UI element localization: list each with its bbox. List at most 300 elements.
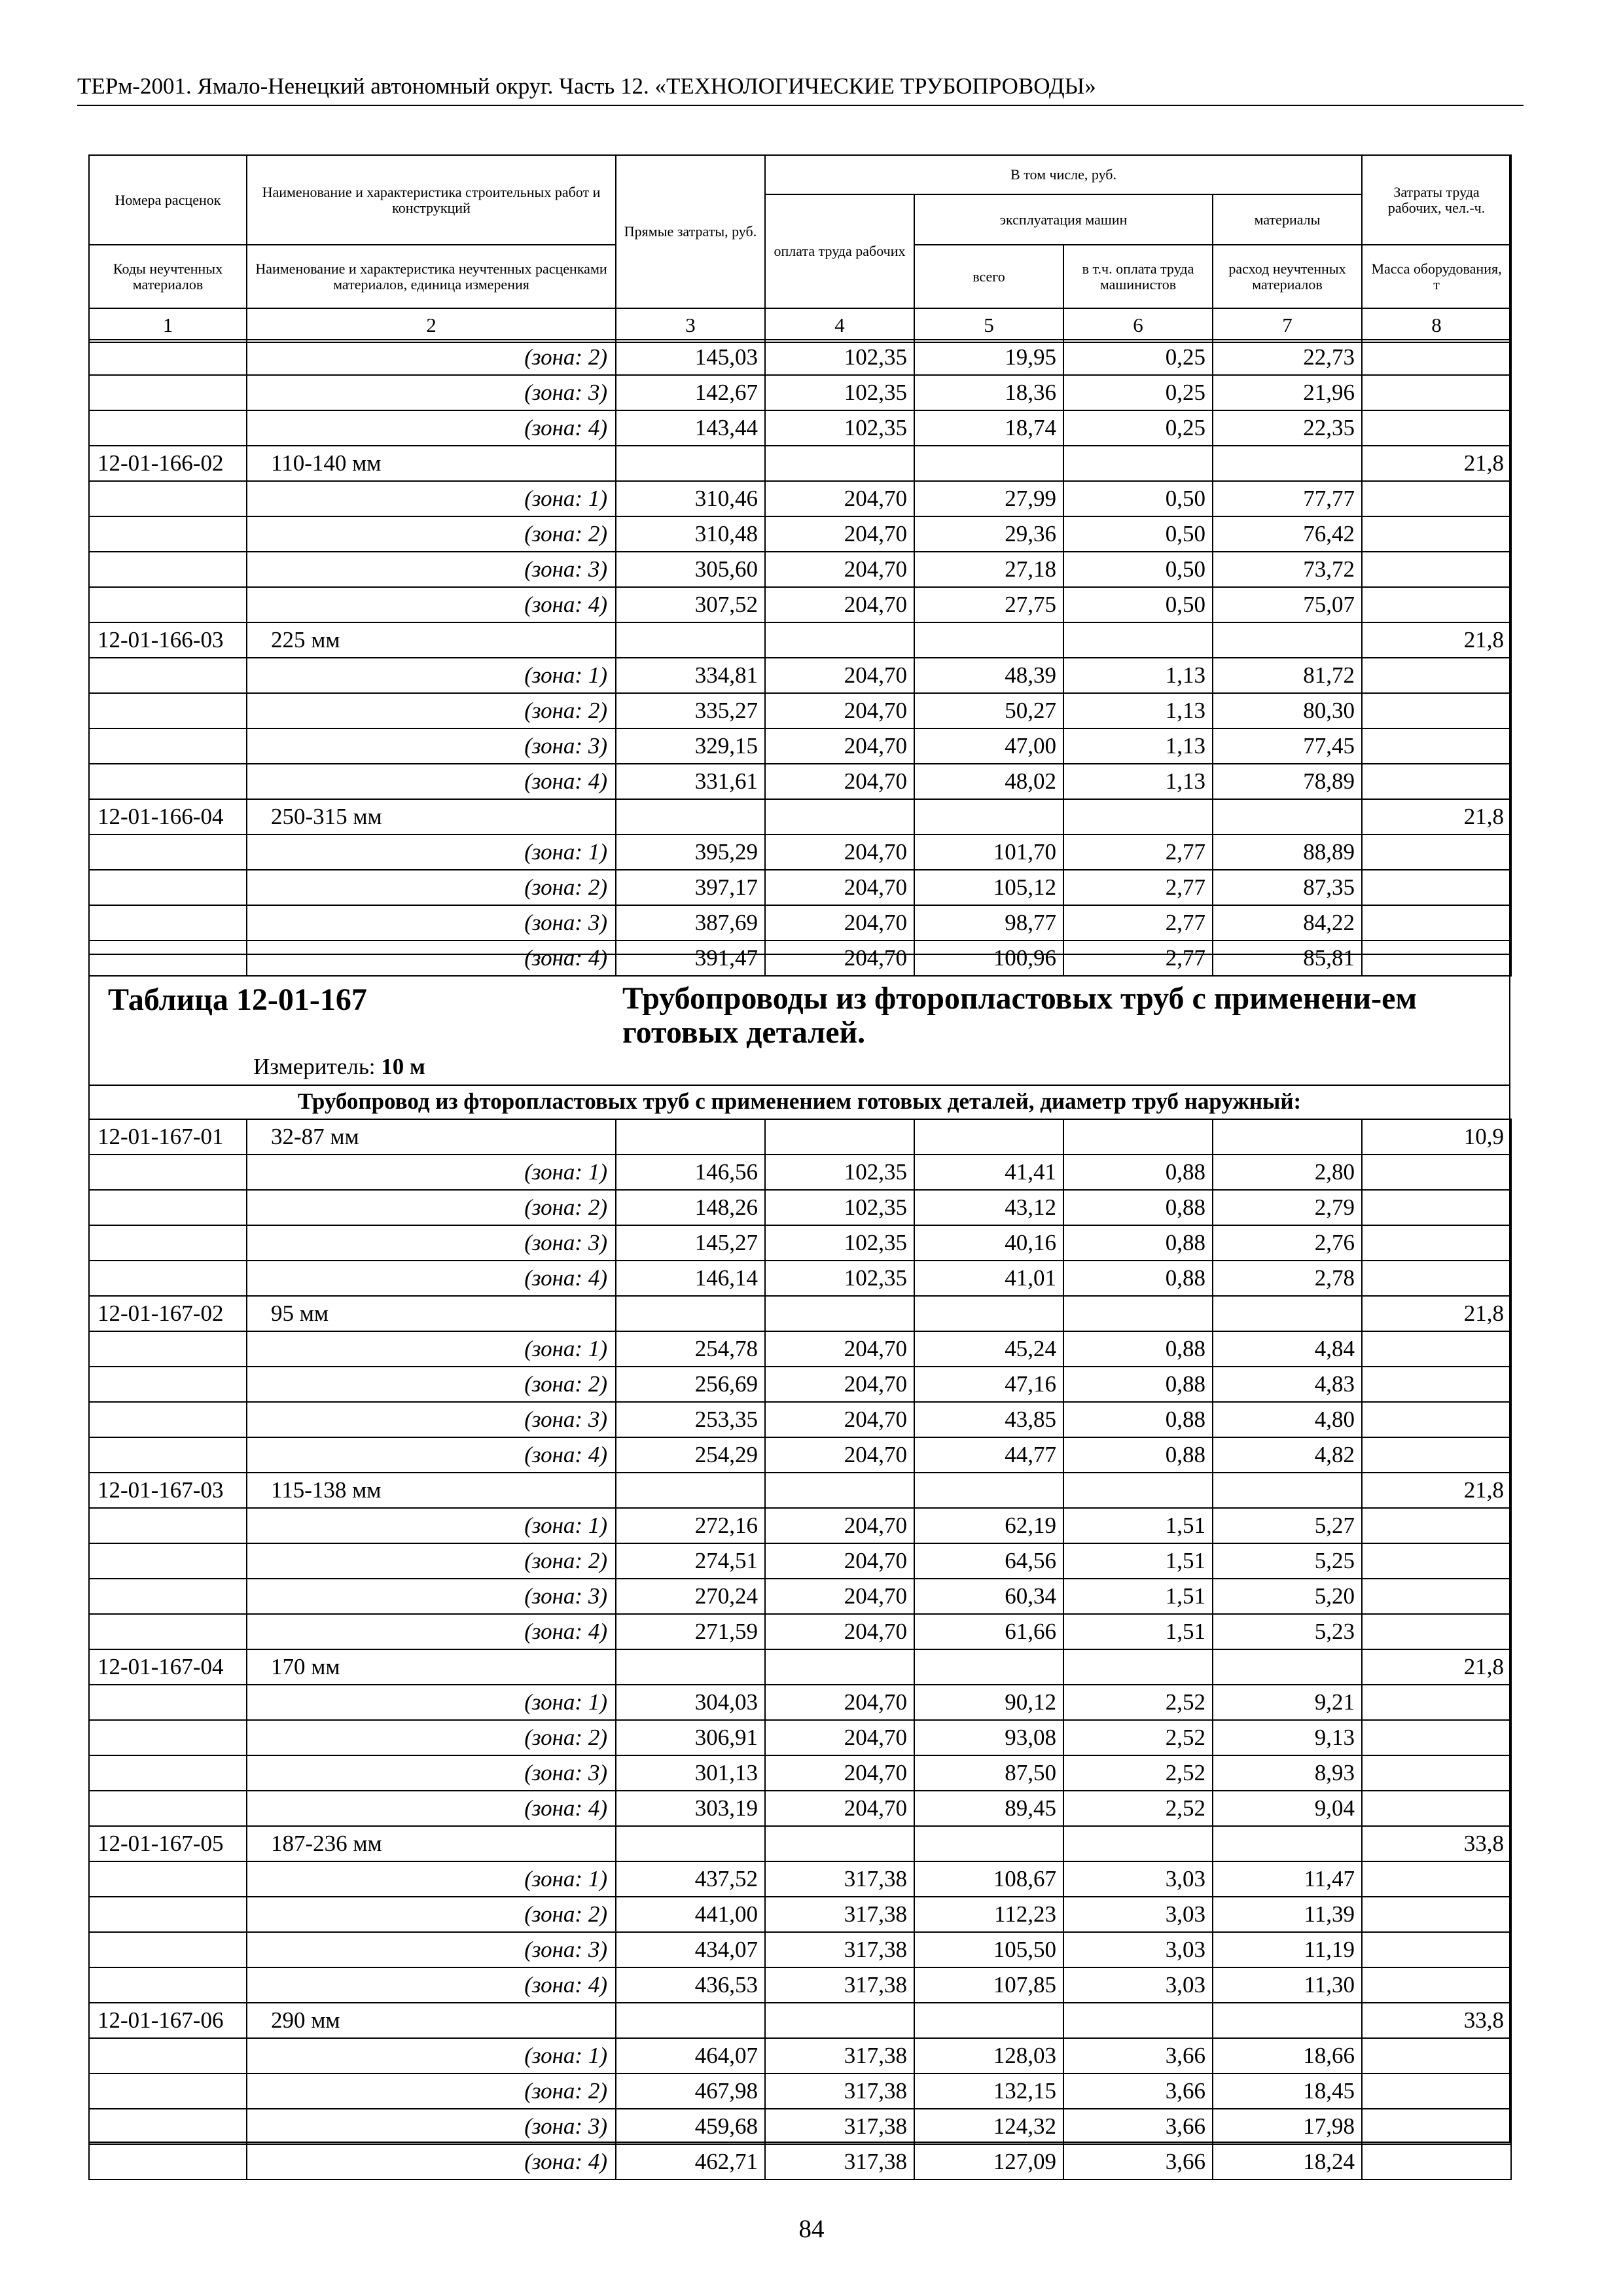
empty-cell <box>1362 1897 1511 1932</box>
empty-cell <box>89 764 247 799</box>
empty-cell <box>1362 905 1511 941</box>
machines-total: 19,95 <box>914 340 1063 375</box>
machines-total: 29,36 <box>914 516 1063 552</box>
machines-total: 112,23 <box>914 1897 1063 1932</box>
rate-code: 12-01-167-03 <box>89 1473 247 1508</box>
machines-wages: 2,77 <box>1063 870 1213 905</box>
machines-wages: 0,88 <box>1063 1367 1213 1402</box>
direct-costs: 148,26 <box>616 1190 765 1225</box>
empty-cell <box>1362 1437 1511 1473</box>
zone-row <box>89 1261 1511 1296</box>
zone-row <box>89 1755 1511 1791</box>
zone-row <box>89 1155 1511 1190</box>
wages: 204,70 <box>765 870 914 905</box>
zone-row <box>89 728 1511 764</box>
zone-row <box>89 1225 1511 1261</box>
machines-total: 48,02 <box>914 764 1063 799</box>
zone-label: (зона: 4) <box>247 764 616 799</box>
machines-wages: 1,13 <box>1063 693 1213 728</box>
machines-wages: 3,03 <box>1063 1897 1213 1932</box>
zone-label: (зона: 3) <box>247 1579 616 1614</box>
wages: 102,35 <box>765 1155 914 1190</box>
wages: 204,70 <box>765 1579 914 1614</box>
rate-name: 250-315 мм <box>247 799 616 834</box>
empty-cell <box>765 1296 914 1331</box>
zone-label: (зона: 4) <box>247 941 616 976</box>
direct-costs: 387,69 <box>616 905 765 941</box>
machines-wages: 1,51 <box>1063 1614 1213 1649</box>
direct-costs: 145,03 <box>616 340 765 375</box>
empty-cell <box>89 693 247 728</box>
empty-cell <box>89 552 247 587</box>
zone-label: (зона: 2) <box>247 2073 616 2109</box>
empty-cell <box>914 1296 1063 1331</box>
materials: 4,82 <box>1213 1437 1362 1473</box>
wages: 204,70 <box>765 728 914 764</box>
empty-cell <box>1362 552 1511 587</box>
wages: 204,70 <box>765 658 914 693</box>
zone-label: (зона: 2) <box>247 1367 616 1402</box>
rate-code: 12-01-167-02 <box>89 1296 247 1331</box>
empty-cell <box>1362 2038 1511 2073</box>
machines-wages: 2,77 <box>1063 834 1213 870</box>
empty-cell <box>89 375 247 410</box>
labor-cost: 21,8 <box>1362 1649 1511 1685</box>
wages: 204,70 <box>765 834 914 870</box>
wages: 204,70 <box>765 1508 914 1543</box>
empty-cell <box>765 1119 914 1155</box>
direct-costs: 395,29 <box>616 834 765 870</box>
empty-cell <box>765 622 914 658</box>
column-number: 1 <box>89 308 247 342</box>
machines-total: 87,50 <box>914 1755 1063 1791</box>
empty-cell <box>1362 764 1511 799</box>
zone-row <box>89 481 1511 516</box>
empty-cell <box>1362 587 1511 622</box>
materials: 88,89 <box>1213 834 1362 870</box>
header-name-bottom: Наименование и характеристика неучтенных расценками материалов, единица измерения <box>247 245 616 308</box>
machines-total: 44,77 <box>914 1437 1063 1473</box>
empty-cell <box>1213 1826 1362 1861</box>
materials: 73,72 <box>1213 552 1362 587</box>
machines-wages: 2,52 <box>1063 1685 1213 1720</box>
empty-cell <box>89 1932 247 1967</box>
rate-name: 115-138 мм <box>247 1473 616 1508</box>
empty-cell <box>1362 1225 1511 1261</box>
header-direct-costs: Прямые затраты, руб. <box>616 155 765 308</box>
empty-cell <box>1063 1119 1213 1155</box>
materials: 80,30 <box>1213 693 1362 728</box>
rate-title-row <box>89 1119 1511 1155</box>
empty-cell <box>1362 1791 1511 1826</box>
empty-cell <box>914 1119 1063 1155</box>
zone-label: (зона: 2) <box>247 870 616 905</box>
materials: 77,77 <box>1213 481 1362 516</box>
column-number: 8 <box>1362 308 1511 342</box>
machines-total: 105,12 <box>914 870 1063 905</box>
machines-wages: 0,88 <box>1063 1225 1213 1261</box>
machines-wages: 0,25 <box>1063 410 1213 446</box>
empty-cell <box>89 905 247 941</box>
zone-row <box>89 1190 1511 1225</box>
machines-total: 43,12 <box>914 1190 1063 1225</box>
machines-wages: 1,13 <box>1063 764 1213 799</box>
labor-cost: 21,8 <box>1362 622 1511 658</box>
materials: 9,04 <box>1213 1791 1362 1826</box>
materials: 77,45 <box>1213 728 1362 764</box>
machines-wages: 0,25 <box>1063 340 1213 375</box>
zone-label: (зона: 2) <box>247 693 616 728</box>
empty-cell <box>89 1861 247 1897</box>
rate-name: 187-236 мм <box>247 1826 616 1861</box>
machines-total: 89,45 <box>914 1791 1063 1826</box>
column-number: 5 <box>914 308 1063 342</box>
empty-cell <box>1362 658 1511 693</box>
column-number: 2 <box>247 308 616 342</box>
empty-cell <box>1063 622 1213 658</box>
empty-cell <box>89 1437 247 1473</box>
empty-cell <box>616 2003 765 2038</box>
machines-total: 132,15 <box>914 2073 1063 2109</box>
empty-cell <box>1362 1508 1511 1543</box>
wages: 204,70 <box>765 1720 914 1755</box>
empty-cell <box>89 1402 247 1437</box>
wages: 102,35 <box>765 1261 914 1296</box>
rate-code: 12-01-166-02 <box>89 446 247 481</box>
zone-label: (зона: 3) <box>247 2109 616 2144</box>
empty-cell <box>765 446 914 481</box>
empty-cell <box>765 1649 914 1685</box>
machines-total: 50,27 <box>914 693 1063 728</box>
zone-label: (зона: 4) <box>247 1614 616 1649</box>
materials: 4,80 <box>1213 1402 1362 1437</box>
materials: 21,96 <box>1213 375 1362 410</box>
zone-label: (зона: 1) <box>247 834 616 870</box>
machines-total: 43,85 <box>914 1402 1063 1437</box>
unit-value: 10 м <box>381 1054 425 1079</box>
empty-cell <box>1362 2144 1511 2179</box>
empty-cell <box>89 870 247 905</box>
machines-total: 27,75 <box>914 587 1063 622</box>
empty-cell <box>89 658 247 693</box>
labor-cost: 21,8 <box>1362 799 1511 834</box>
empty-cell <box>1213 1119 1362 1155</box>
machines-total: 64,56 <box>914 1543 1063 1579</box>
wages: 102,35 <box>765 1225 914 1261</box>
zone-label: (зона: 2) <box>247 1543 616 1579</box>
machines-total: 127,09 <box>914 2144 1063 2179</box>
empty-cell <box>616 446 765 481</box>
direct-costs: 303,19 <box>616 1791 765 1826</box>
zone-label: (зона: 1) <box>247 481 616 516</box>
materials: 5,20 <box>1213 1579 1362 1614</box>
machines-wages: 0,50 <box>1063 516 1213 552</box>
empty-cell <box>1362 1402 1511 1437</box>
empty-cell <box>89 1791 247 1826</box>
materials: 4,83 <box>1213 1367 1362 1402</box>
zone-label: (зона: 1) <box>247 1508 616 1543</box>
direct-costs: 464,07 <box>616 2038 765 2073</box>
materials: 75,07 <box>1213 587 1362 622</box>
zone-row <box>89 834 1511 870</box>
zone-label: (зона: 3) <box>247 1932 616 1967</box>
empty-cell <box>89 2109 247 2144</box>
labor-cost: 33,8 <box>1362 1826 1511 1861</box>
column-number: 6 <box>1063 308 1213 342</box>
empty-cell <box>89 2038 247 2073</box>
wages: 204,70 <box>765 1791 914 1826</box>
zone-label: (зона: 1) <box>247 658 616 693</box>
machines-wages: 0,50 <box>1063 587 1213 622</box>
machines-total: 98,77 <box>914 905 1063 941</box>
direct-costs: 253,35 <box>616 1402 765 1437</box>
materials: 5,23 <box>1213 1614 1362 1649</box>
empty-cell <box>89 1543 247 1579</box>
empty-cell <box>1063 446 1213 481</box>
wages: 204,70 <box>765 693 914 728</box>
wages: 102,35 <box>765 1190 914 1225</box>
zone-row <box>89 340 1511 375</box>
rate-name: 32-87 мм <box>247 1119 616 1155</box>
empty-cell <box>1362 410 1511 446</box>
machines-wages: 3,66 <box>1063 2038 1213 2073</box>
zone-row <box>89 587 1511 622</box>
wages: 102,35 <box>765 340 914 375</box>
materials: 11,47 <box>1213 1861 1362 1897</box>
machines-total: 62,19 <box>914 1508 1063 1543</box>
wages: 317,38 <box>765 2144 914 2179</box>
direct-costs: 459,68 <box>616 2109 765 2144</box>
column-number: 4 <box>765 308 914 342</box>
wages: 204,70 <box>765 516 914 552</box>
materials: 2,76 <box>1213 1225 1362 1261</box>
zone-row <box>89 905 1511 941</box>
machines-total: 100,96 <box>914 941 1063 976</box>
materials: 22,35 <box>1213 410 1362 446</box>
empty-cell <box>1213 1649 1362 1685</box>
empty-cell <box>89 1579 247 1614</box>
empty-cell <box>1063 1826 1213 1861</box>
machines-total: 124,32 <box>914 2109 1063 2144</box>
wages: 204,70 <box>765 481 914 516</box>
direct-costs: 272,16 <box>616 1508 765 1543</box>
unit-of-measure <box>253 1052 425 1081</box>
direct-costs: 271,59 <box>616 1614 765 1649</box>
empty-cell <box>89 481 247 516</box>
direct-costs: 310,48 <box>616 516 765 552</box>
wages: 204,70 <box>765 1331 914 1367</box>
wages: 317,38 <box>765 1967 914 2003</box>
machines-wages: 0,50 <box>1063 481 1213 516</box>
empty-cell <box>765 799 914 834</box>
empty-cell <box>616 1473 765 1508</box>
empty-cell <box>914 622 1063 658</box>
direct-costs: 306,91 <box>616 1720 765 1755</box>
rate-title-row <box>89 1826 1511 1861</box>
machines-total: 27,18 <box>914 552 1063 587</box>
empty-cell <box>89 1155 247 1190</box>
machines-total: 128,03 <box>914 2038 1063 2073</box>
empty-cell <box>89 587 247 622</box>
empty-cell <box>1362 1720 1511 1755</box>
zone-row <box>89 375 1511 410</box>
machines-wages: 0,88 <box>1063 1261 1213 1296</box>
zone-label: (зона: 3) <box>247 552 616 587</box>
zone-row <box>89 1543 1511 1579</box>
zone-label: (зона: 3) <box>247 1755 616 1791</box>
machines-total: 105,50 <box>914 1932 1063 1967</box>
materials: 78,89 <box>1213 764 1362 799</box>
empty-cell <box>1362 481 1511 516</box>
wages: 204,70 <box>765 1543 914 1579</box>
wages: 204,70 <box>765 587 914 622</box>
direct-costs: 391,47 <box>616 941 765 976</box>
machines-total: 45,24 <box>914 1331 1063 1367</box>
empty-cell <box>89 1367 247 1402</box>
empty-cell <box>1362 2109 1511 2144</box>
wages: 317,38 <box>765 2073 914 2109</box>
rate-code: 12-01-167-04 <box>89 1649 247 1685</box>
materials: 9,21 <box>1213 1685 1362 1720</box>
wages: 204,70 <box>765 1685 914 1720</box>
column-number: 3 <box>616 308 765 342</box>
direct-costs: 462,71 <box>616 2144 765 2179</box>
empty-cell <box>89 1685 247 1720</box>
machines-wages: 0,25 <box>1063 375 1213 410</box>
machines-total: 18,36 <box>914 375 1063 410</box>
wages: 204,70 <box>765 905 914 941</box>
zone-label: (зона: 1) <box>247 1861 616 1897</box>
empty-cell <box>1063 799 1213 834</box>
wages: 204,70 <box>765 1437 914 1473</box>
empty-cell <box>1213 1473 1362 1508</box>
wages: 204,70 <box>765 1367 914 1402</box>
empty-cell <box>89 1967 247 2003</box>
empty-cell <box>1063 1473 1213 1508</box>
empty-cell <box>765 1826 914 1861</box>
direct-costs: 146,14 <box>616 1261 765 1296</box>
zone-row <box>89 1861 1511 1897</box>
zone-label: (зона: 4) <box>247 1261 616 1296</box>
zone-label: (зона: 2) <box>247 516 616 552</box>
empty-cell <box>89 1331 247 1367</box>
wages: 102,35 <box>765 410 914 446</box>
empty-cell <box>1362 1755 1511 1791</box>
empty-cell <box>765 2003 914 2038</box>
header-codes-bottom: Коды неучтенных материалов <box>89 245 247 308</box>
empty-cell <box>1362 516 1511 552</box>
direct-costs: 310,46 <box>616 481 765 516</box>
zone-label: (зона: 1) <box>247 1155 616 1190</box>
wages: 204,70 <box>765 1402 914 1437</box>
table-subheading: Трубопровод из фторопластовых труб с применением готовых деталей, диаметр труб наружный: <box>88 1085 1510 1120</box>
materials: 84,22 <box>1213 905 1362 941</box>
materials: 11,39 <box>1213 1897 1362 1932</box>
machines-total: 60,34 <box>914 1579 1063 1614</box>
header-including: В том числе, руб. <box>765 155 1362 194</box>
wages: 204,70 <box>765 1755 914 1791</box>
machines-wages: 3,03 <box>1063 1967 1213 2003</box>
labor-cost: 21,8 <box>1362 446 1511 481</box>
empty-cell <box>1213 622 1362 658</box>
zone-label: (зона: 1) <box>247 1331 616 1367</box>
zone-label: (зона: 4) <box>247 1967 616 2003</box>
rate-name: 170 мм <box>247 1649 616 1685</box>
header-codes-top: Номера расценок <box>89 155 247 245</box>
machines-wages: 2,52 <box>1063 1720 1213 1755</box>
zone-label: (зона: 1) <box>247 1685 616 1720</box>
zone-label: (зона: 3) <box>247 1225 616 1261</box>
direct-costs: 335,27 <box>616 693 765 728</box>
zone-row <box>89 1614 1511 1649</box>
empty-cell <box>1362 1543 1511 1579</box>
direct-costs: 331,61 <box>616 764 765 799</box>
zone-row <box>89 410 1511 446</box>
empty-cell <box>1362 340 1511 375</box>
empty-cell <box>1063 1649 1213 1685</box>
materials: 11,30 <box>1213 1967 1362 2003</box>
table-header <box>88 154 1512 343</box>
machines-total: 48,39 <box>914 658 1063 693</box>
empty-cell <box>914 799 1063 834</box>
machines-wages: 1,51 <box>1063 1543 1213 1579</box>
empty-cell <box>1063 1296 1213 1331</box>
column-number: 7 <box>1213 308 1362 342</box>
empty-cell <box>616 1119 765 1155</box>
header-machines: эксплуатация машин <box>914 194 1213 245</box>
direct-costs: 397,17 <box>616 870 765 905</box>
direct-costs: 307,52 <box>616 587 765 622</box>
materials: 9,13 <box>1213 1720 1362 1755</box>
rates-table-12-01-167 <box>88 1119 1512 2180</box>
zone-label: (зона: 2) <box>247 1190 616 1225</box>
machines-total: 108,67 <box>914 1861 1063 1897</box>
empty-cell <box>616 622 765 658</box>
rate-code: 12-01-166-03 <box>89 622 247 658</box>
zone-label: (зона: 4) <box>247 2144 616 2179</box>
wages: 204,70 <box>765 764 914 799</box>
zone-row <box>89 1791 1511 1826</box>
zone-row <box>89 2073 1511 2109</box>
empty-cell <box>914 1826 1063 1861</box>
direct-costs: 334,81 <box>616 658 765 693</box>
empty-cell <box>1362 1331 1511 1367</box>
rate-code: 12-01-166-04 <box>89 799 247 834</box>
zone-row <box>89 1720 1511 1755</box>
empty-cell <box>616 799 765 834</box>
empty-cell <box>616 1296 765 1331</box>
running-header: ТЕРм-2001. Ямало-Ненецкий автономный округ. Часть 12. «ТЕХНОЛОГИЧЕСКИЕ ТРУБОПРОВОДЫ» <box>77 73 1096 99</box>
direct-costs: 304,03 <box>616 1685 765 1720</box>
machines-wages: 3,66 <box>1063 2073 1213 2109</box>
wages: 317,38 <box>765 1897 914 1932</box>
materials: 2,80 <box>1213 1155 1362 1190</box>
materials: 18,45 <box>1213 2073 1362 2109</box>
labor-cost: 33,8 <box>1362 2003 1511 2038</box>
labor-cost: 21,8 <box>1362 1473 1511 1508</box>
table-title: Трубопроводы из фторопластовых труб с применени-ем готовых деталей. <box>622 981 1418 1050</box>
direct-costs: 329,15 <box>616 728 765 764</box>
rate-title-row <box>89 622 1511 658</box>
empty-cell <box>1362 693 1511 728</box>
machines-wages: 0,88 <box>1063 1155 1213 1190</box>
empty-cell <box>89 1755 247 1791</box>
zone-label: (зона: 4) <box>247 410 616 446</box>
machines-total: 90,12 <box>914 1685 1063 1720</box>
rate-code: 12-01-167-01 <box>89 1119 247 1155</box>
materials: 22,73 <box>1213 340 1362 375</box>
rate-code: 12-01-167-06 <box>89 2003 247 2038</box>
